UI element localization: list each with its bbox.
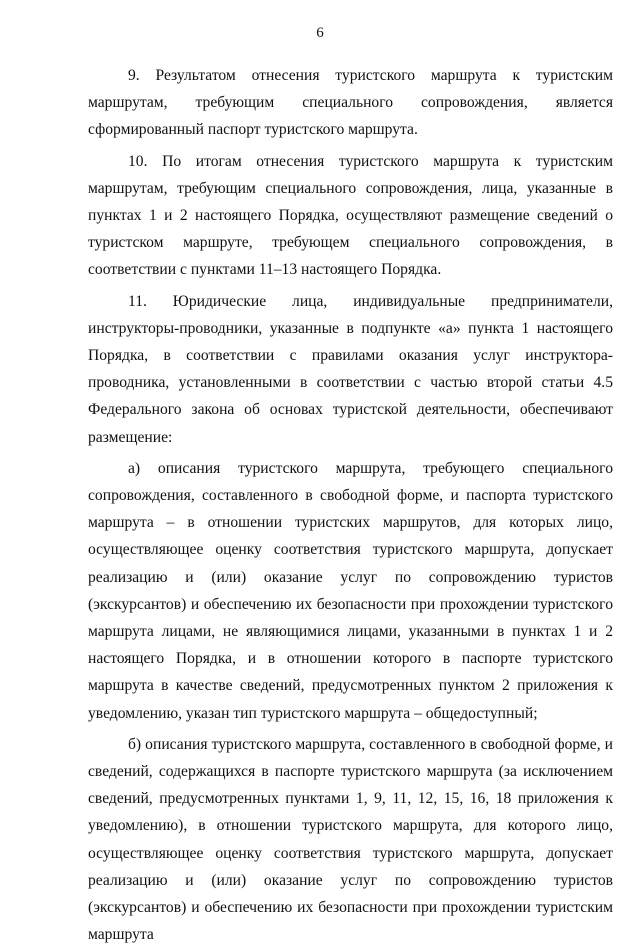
page-number: 6	[316, 25, 324, 41]
document-body	[88, 62, 613, 949]
paragraph-11: 11. Юридические лица, индивидуальные предприниматели, инструкторы-проводники, указанные в подпункте «а» пункта 1 настоящего Порядка, в соответствии с правилами оказания услуг инструктора-проводника, установленными в соответствии с частью второй статьи 4.5 Федерального закона об основах туристской деятельности, обеспечивают размещение:	[88, 292, 613, 446]
paragraph-11-b: б) описания туристского маршрута, составленного в свободной форме, и сведений, содержащихся в паспорте туристского маршрута (за исключением сведений, предусмотренных пунктами 1, 9, 11, 12, 15, 16, 18 приложения к уведомлению), в отношении туристского маршрута, для которого лицо, осуществляющее оценку соответствия туристского маршрута, допускает реализацию и (или) оказание услуг по сопровождению туристов (экскурсантов) и обеспечению их безопасности при прохождении туристским маршрута	[88, 735, 613, 944]
paragraph-9: 9. Результатом отнесения туристского маршрута к туристским маршрутам, требующим специального сопровождения, является сформированный паспорт туристского маршрута.	[88, 67, 613, 139]
paragraph-10: 10. По итогам отнесения туристского маршрута к туристским маршрутам, требующим специального сопровождения, лица, указанные в пунктах 1 и 2 настоящего Порядка, осуществляют размещение сведений о туристском маршруте, требующем специального сопровождения, в соответствии с пунктами 11–13 настоящего Порядка.	[88, 152, 613, 279]
paragraph-11-a: а) описания туристского маршрута, требующего специального сопровождения, составленного в свободной форме, и паспорта туристского маршрута – в отношении туристских маршрутов, для которых лицо, осуществляющее оценку соответствия туристского маршрута, допускает реализацию и (или) оказание услуг по сопровождению туристов (экскурсантов) и обеспечению их безопасности при прохождении туристского маршрута лицами, не являющимися лицами, указанными в пунктах 1 и 2 настоящего Порядка, и в отношении которого в паспорте туристского маршрута в качестве сведений, предусмотренных пунктом 2 приложения к уведомлению, указан тип туристского маршрута – общедоступный;	[88, 459, 613, 722]
